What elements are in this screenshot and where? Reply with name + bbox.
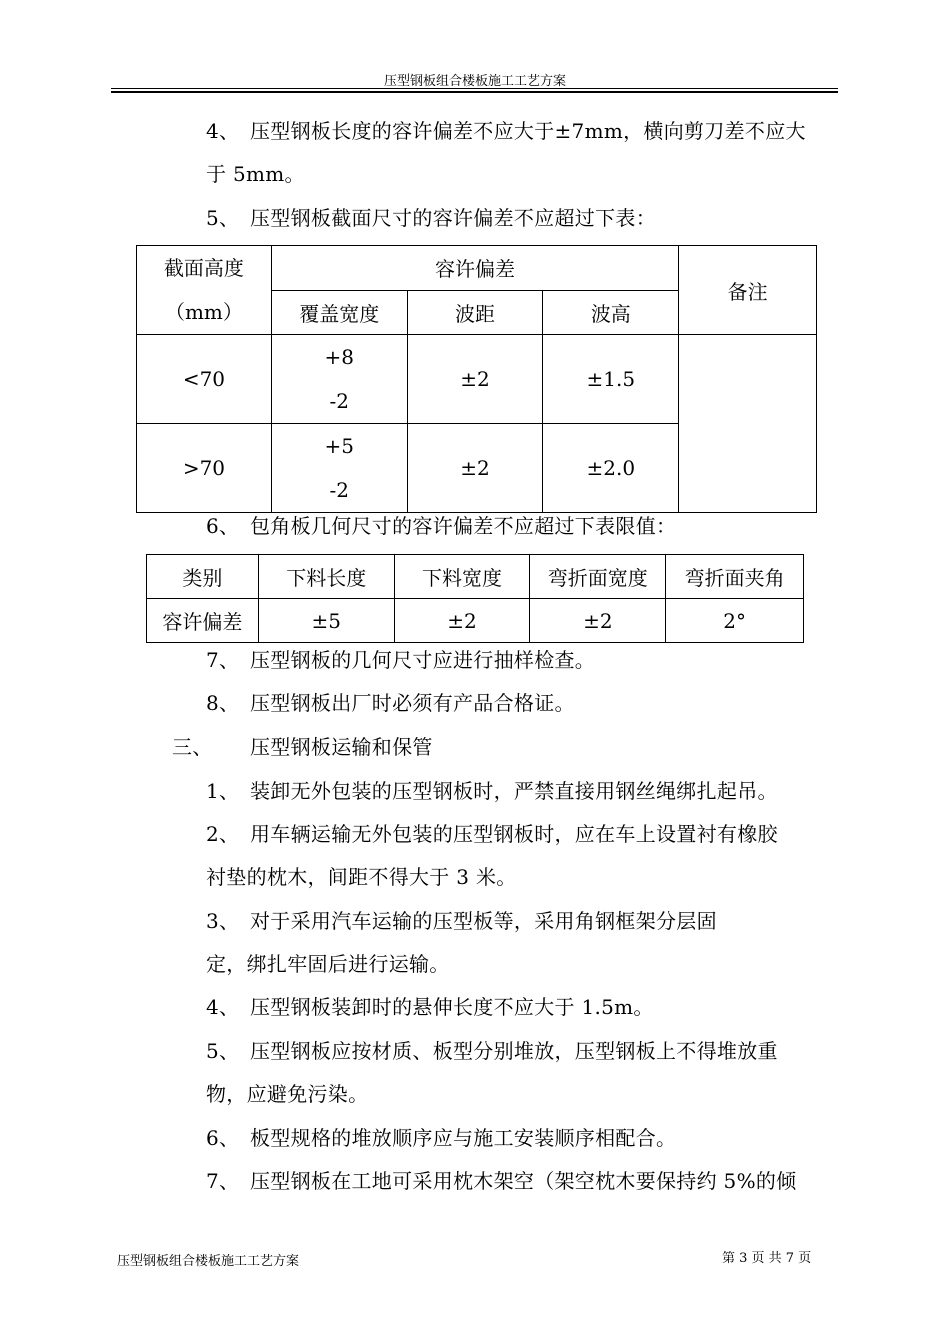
header-cell: 类别 xyxy=(147,555,259,599)
cell-height: <70 xyxy=(137,335,272,424)
item-text: 用车辆运输无外包装的压型钢板时，应在车上设置衬有橡胶 xyxy=(250,822,778,846)
cell-value: ±2 xyxy=(530,599,666,643)
item-8 xyxy=(206,687,575,716)
transport-item-6 xyxy=(206,1122,676,1151)
item-4 xyxy=(206,115,806,144)
cell-wave: ±2.0 xyxy=(543,424,679,513)
item-number: 7、 xyxy=(206,648,240,672)
item-text: 对于采用汽车运输的压型板等，采用角钢框架分层固 xyxy=(250,909,717,933)
cell-height: >70 xyxy=(137,424,272,513)
cell-remark xyxy=(679,335,817,513)
header-remark: 备注 xyxy=(679,246,817,335)
transport-item-1 xyxy=(206,775,778,804)
section-number: 三、 xyxy=(172,735,213,759)
cell-pitch: ±2 xyxy=(407,335,543,424)
item-number: 4、 xyxy=(206,119,240,143)
item-number: 3、 xyxy=(206,909,240,933)
footer-title: 压型钢板组合楼板施工工艺方案 xyxy=(117,1254,300,1269)
item-number: 6、 xyxy=(206,1126,240,1150)
item-5 xyxy=(206,202,656,231)
item-text: 包角板几何尺寸的容许偏差不应超过下表限值： xyxy=(250,514,677,538)
item-number: 5、 xyxy=(206,206,240,230)
footer-page-number: 第 3 页 共 7 页 xyxy=(722,1251,812,1266)
transport-item-5-continued: 物，应避免污染。 xyxy=(206,1082,369,1106)
cell-cover: +8 -2 xyxy=(271,335,407,424)
header-cover-width: 覆盖宽度 xyxy=(271,290,407,335)
section-3-heading xyxy=(172,731,433,760)
transport-item-4 xyxy=(206,991,654,1020)
table-row xyxy=(147,599,804,643)
header-cell: 下料长度 xyxy=(258,555,394,599)
item-number: 4、 xyxy=(206,995,240,1019)
item-text: 压型钢板在工地可采用枕木架空（架空枕木要保持约 5%的倾 xyxy=(250,1169,797,1193)
cell-value: ±2 xyxy=(394,599,530,643)
table-row xyxy=(137,335,817,424)
item-text: 压型钢板装卸时的悬伸长度不应大于 1.5m。 xyxy=(250,995,654,1019)
transport-item-2 xyxy=(206,818,778,847)
transport-item-2-continued: 衬垫的枕木，间距不得大于 3 米。 xyxy=(206,865,517,889)
item-7 xyxy=(206,644,595,673)
item-number: 6、 xyxy=(206,514,240,538)
header-rule-thick xyxy=(111,91,838,93)
header-tolerance: 容许偏差 xyxy=(271,246,678,291)
cell-value: 2° xyxy=(666,599,804,643)
header-rule-thin xyxy=(111,88,838,89)
item-number: 1、 xyxy=(206,779,240,803)
item-text: 压型钢板截面尺寸的容许偏差不应超过下表： xyxy=(250,206,656,230)
item-number: 8、 xyxy=(206,691,240,715)
cell-wave: ±1.5 xyxy=(543,335,679,424)
item-text: 压型钢板的几何尺寸应进行抽样检查。 xyxy=(250,648,596,672)
transport-item-5 xyxy=(206,1035,778,1064)
row-label: 容许偏差 xyxy=(147,599,259,643)
page-header-title: 压型钢板组合楼板施工工艺方案 xyxy=(383,74,566,89)
section-tolerance-table xyxy=(136,245,817,513)
header-wave-pitch: 波距 xyxy=(407,290,543,335)
header-cell: 弯折面宽度 xyxy=(530,555,666,599)
item-6 xyxy=(206,510,676,539)
item-text: 板型规格的堆放顺序应与施工安装顺序相配合。 xyxy=(250,1126,677,1150)
header-cell: 弯折面夹角 xyxy=(666,555,804,599)
item-text: 压型钢板应按材质、板型分别堆放，压型钢板上不得堆放重 xyxy=(250,1039,778,1063)
corner-plate-tolerance-table xyxy=(146,554,804,643)
item-text: 压型钢板出厂时必须有产品合格证。 xyxy=(250,691,575,715)
item-text: 压型钢板长度的容许偏差不应大于±7mm，横向剪刀差不应大 xyxy=(250,119,806,143)
transport-item-7 xyxy=(206,1165,797,1194)
item-number: 5、 xyxy=(206,1039,240,1063)
transport-item-3 xyxy=(206,905,717,934)
table-header-row xyxy=(147,555,804,599)
transport-item-3-continued: 定，绑扎牢固后进行运输。 xyxy=(206,952,450,976)
cell-cover: +5 -2 xyxy=(271,424,407,513)
item-text: 装卸无外包装的压型钢板时，严禁直接用钢丝绳绑扎起吊。 xyxy=(250,779,778,803)
header-wave-height: 波高 xyxy=(543,290,679,335)
header-section-height: 截面高度 （mm） xyxy=(137,246,272,335)
item-number: 2、 xyxy=(206,822,240,846)
cell-pitch: ±2 xyxy=(407,424,543,513)
item-number: 7、 xyxy=(206,1169,240,1193)
cell-value: ±5 xyxy=(258,599,394,643)
header-cell: 下料宽度 xyxy=(394,555,530,599)
item-4-continued: 于 5mm。 xyxy=(206,162,305,186)
section-title: 压型钢板运输和保管 xyxy=(250,735,433,759)
